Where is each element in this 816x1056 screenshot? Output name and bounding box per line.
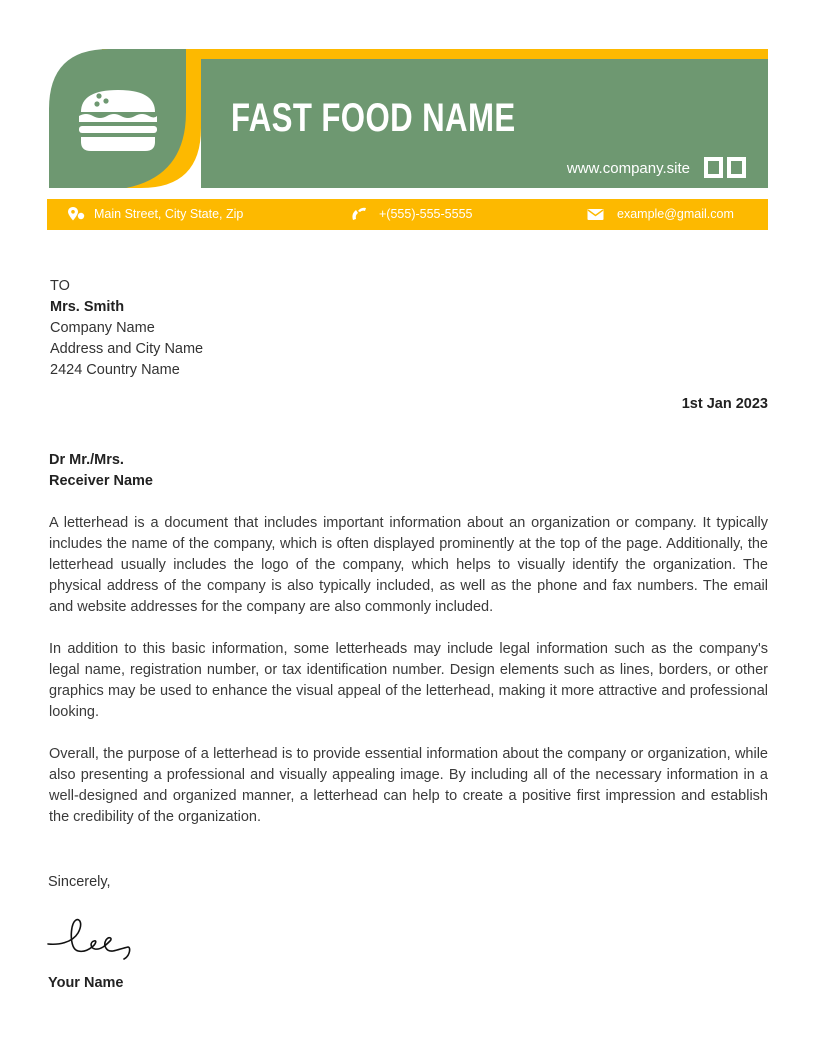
email-text[interactable]: example@gmail.com — [617, 207, 734, 221]
sender-name: Your Name — [48, 975, 124, 991]
recipient-country: 2424 Country Name — [50, 362, 180, 378]
to-label: TO — [50, 278, 70, 294]
letterhead-header — [0, 0, 816, 240]
email-info — [587, 207, 734, 221]
salutation — [49, 450, 153, 492]
address-text: Main Street, City State, Zip — [94, 207, 244, 221]
letter-date: 1st Jan 2023 — [681, 396, 768, 412]
recipient-company: Company Name — [50, 320, 155, 336]
company-name: FAST FOOD NAME — [231, 96, 516, 140]
closing-line: Sincerely, — [48, 874, 111, 890]
body-paragraph: Overall, the purpose of a letterhead is to provide essential information about the company or organization, while also presenting a professional and visually appealing image. By including all of the necessary information in a well-designed and organized manner, a letterhead can help to create a positive first impression and establish the credibility of the organization. — [49, 746, 768, 825]
body-paragraph: A letterhead is a document that includes important information about an organization or company. It typically includes the name of the company, which is often displayed prominently at the top of the page. Additionally, the letterhead usually includes the logo of the company, which helps to visually identify the organization. The physical address of the company is also typically included, as well as the phone and fax numbers. The email and website addresses for the company are also commonly included. — [49, 515, 768, 615]
phone-icon — [351, 207, 371, 221]
burger-icon — [77, 88, 159, 152]
phone-text[interactable]: +(555)-555-5555 — [379, 207, 473, 221]
location-pin-icon — [68, 207, 86, 221]
recipient-name: Mrs. Smith — [50, 299, 125, 315]
salutation-line-1: Dr Mr./Mrs. — [49, 452, 124, 468]
envelope-icon — [587, 207, 609, 221]
address-info — [68, 207, 243, 221]
recipient-address: Address and City Name — [50, 341, 204, 357]
square-icon — [704, 157, 723, 178]
signature-image — [46, 914, 136, 964]
salutation-line-2: Receiver Name — [49, 473, 153, 489]
website-link[interactable]: www.company.site — [566, 160, 690, 177]
square-icon — [727, 157, 746, 178]
letter-body — [49, 513, 768, 849]
recipient-block — [50, 276, 203, 381]
phone-info — [351, 207, 472, 221]
body-paragraph: In addition to this basic information, some letterheads may include legal information such as the company's legal name, registration number, or tax identification number. Design elements such as lines, borders, or other graphics may be used to enhance the visual appeal of the letterhead, making it more attractive and professional looking. — [49, 641, 768, 720]
